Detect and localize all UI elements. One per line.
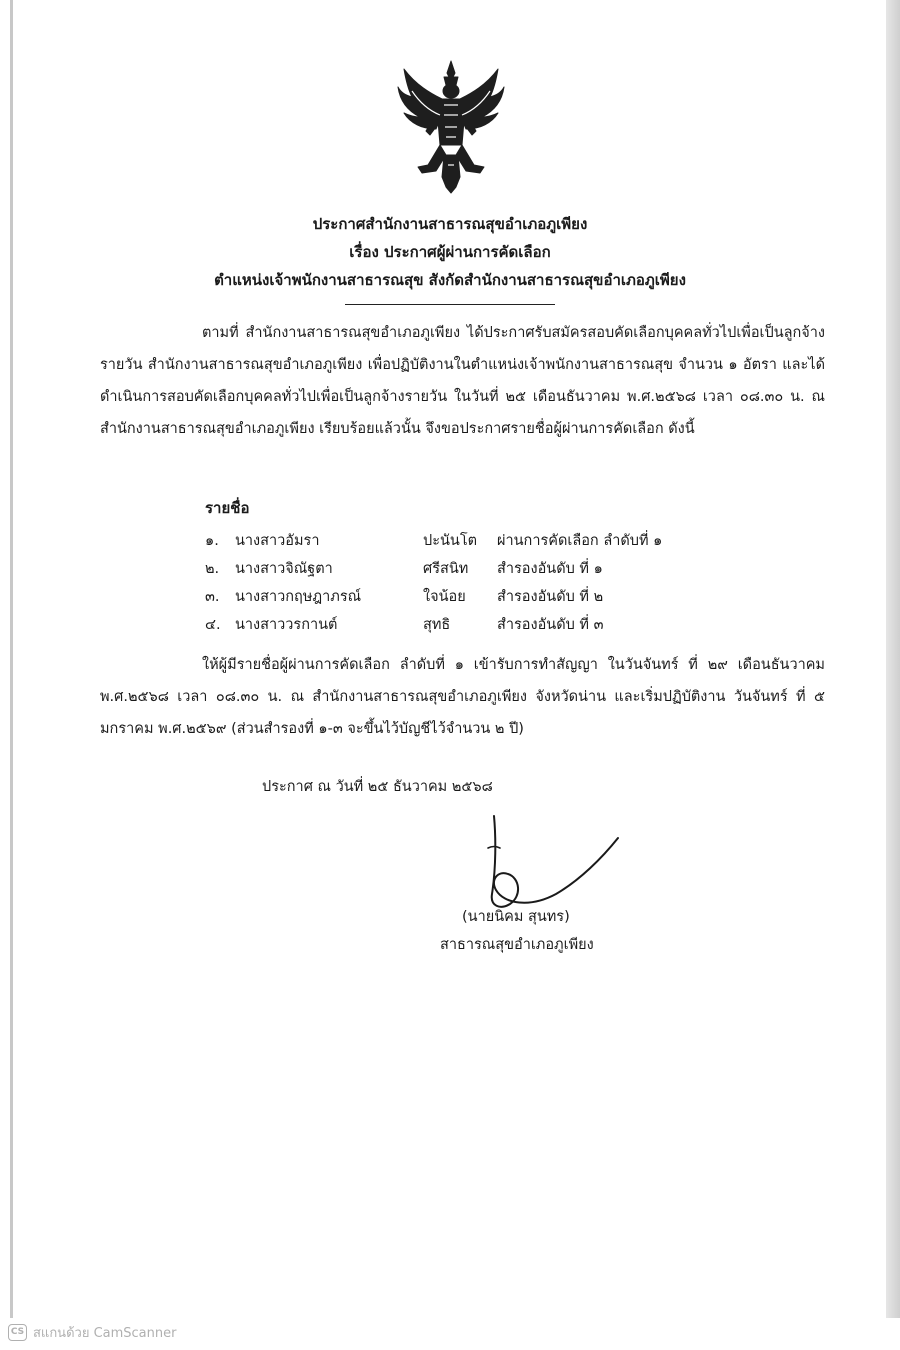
candidate-first-name: นางสาววรกานต์ [235, 617, 338, 633]
candidate-number: ๓. [205, 589, 220, 605]
body-paragraph-1: ตามที่ สำนักงานสาธารณสุขอำเภอภูเพียง ได้ประกาศรับสมัครสอบคัดเลือกบุคคลทั่วไปเพื่อเป็นลูกจ้างรายวัน สำนักงานสาธารณสุขอำเภอภูเพียง เพื่อปฏิบัติงานในตำแหน่งเจ้าพนักงานสาธารณสุข จำนวน ๑ อัตรา และได้ดำเนินการสอบคัดเลือกบุคคลทั่วไปเพื่อเป็นลูกจ้างรายวัน ในวันที่ ๒๕ เดือนธันวาคม พ.ศ.๒๕๖๘ เวลา ๐๘.๓๐ น. ณ สำนักงานสาธารณสุขอำเภอภูเพียง เรียบร้อยแล้วนั้น จึงขอประกาศรายชื่อผู้ผ่านการคัดเลือก ดังนี้ [100, 325, 825, 437]
candidate-number: ๔. [205, 617, 221, 633]
candidate-last-name: ใจน้อย [423, 589, 466, 605]
watermark-text: สแกนด้วย CamScanner [33, 1325, 177, 1341]
page-edge-right [886, 0, 900, 1318]
page-edge-left [10, 0, 13, 1318]
body-paragraph-2: ให้ผู้มีรายชื่อผู้ผ่านการคัดเลือก ลำดับที่ ๑ เข้ารับการทำสัญญา ในวันจันทร์ ที่ ๒๙ เดือนธันวาคม พ.ศ.๒๕๖๘ เวลา ๐๘.๓๐ น. ณ สำนักงานสาธารณสุขอำเภอภูเพียง จังหวัดน่าน และเริ่มปฏิบัติงาน วันจันทร์ ที่ ๕ มกราคม พ.ศ.๒๕๖๙ (ส่วนสำรองที่ ๑-๓ จะขึ้นไว้บัญชีไว้จำนวน ๒ ปี) [100, 657, 825, 737]
candidate-number: ๑. [205, 533, 219, 549]
candidate-number: ๒. [205, 561, 220, 577]
candidate-status: สำรองอันดับ ที่ ๒ [497, 589, 604, 605]
document-header [0, 210, 900, 294]
signature-mark [470, 808, 630, 918]
candidate-first-name: นางสาวกฤษฎาภรณ์ [235, 589, 362, 605]
candidate-last-name: ศรีสนิท [423, 561, 469, 577]
header-line-2: เรื่อง ประกาศผู้ผ่านการคัดเลือก [349, 243, 551, 261]
candidate-first-name: นางสาวอัมรา [235, 533, 320, 549]
signer-title: สาธารณสุขอำเภอภูเพียง [440, 937, 594, 953]
candidate-status: สำรองอันดับ ที่ ๓ [497, 617, 604, 633]
camscanner-logo-icon: CS [8, 1324, 27, 1341]
candidate-list-title: รายชื่อ [205, 499, 250, 517]
candidate-first-name: นางสาวจิณัฐตา [235, 561, 333, 577]
candidate-status: สำรองอันดับ ที่ ๑ [497, 561, 603, 577]
header-line-1: ประกาศสำนักงานสาธารณสุขอำเภอภูเพียง [312, 215, 588, 233]
header-line-3: ตำแหน่งเจ้าพนักงานสาธารณสุข สังกัดสำนักงานสาธารณสุขอำเภอภูเพียง [214, 271, 686, 289]
header-divider [345, 304, 555, 305]
candidate-status: ผ่านการคัดเลือก ลำดับที่ ๑ [497, 533, 663, 549]
scanner-watermark [8, 1322, 176, 1342]
candidate-last-name: ปะนันโต [423, 533, 478, 549]
announcement-date: ประกาศ ณ วันที่ ๒๕ ธันวาคม ๒๕๖๘ [262, 779, 493, 795]
garuda-emblem-icon [392, 55, 510, 197]
signer-name: (นายนิคม สุนทร) [462, 909, 570, 925]
candidate-last-name: สุทธิ [423, 617, 451, 633]
